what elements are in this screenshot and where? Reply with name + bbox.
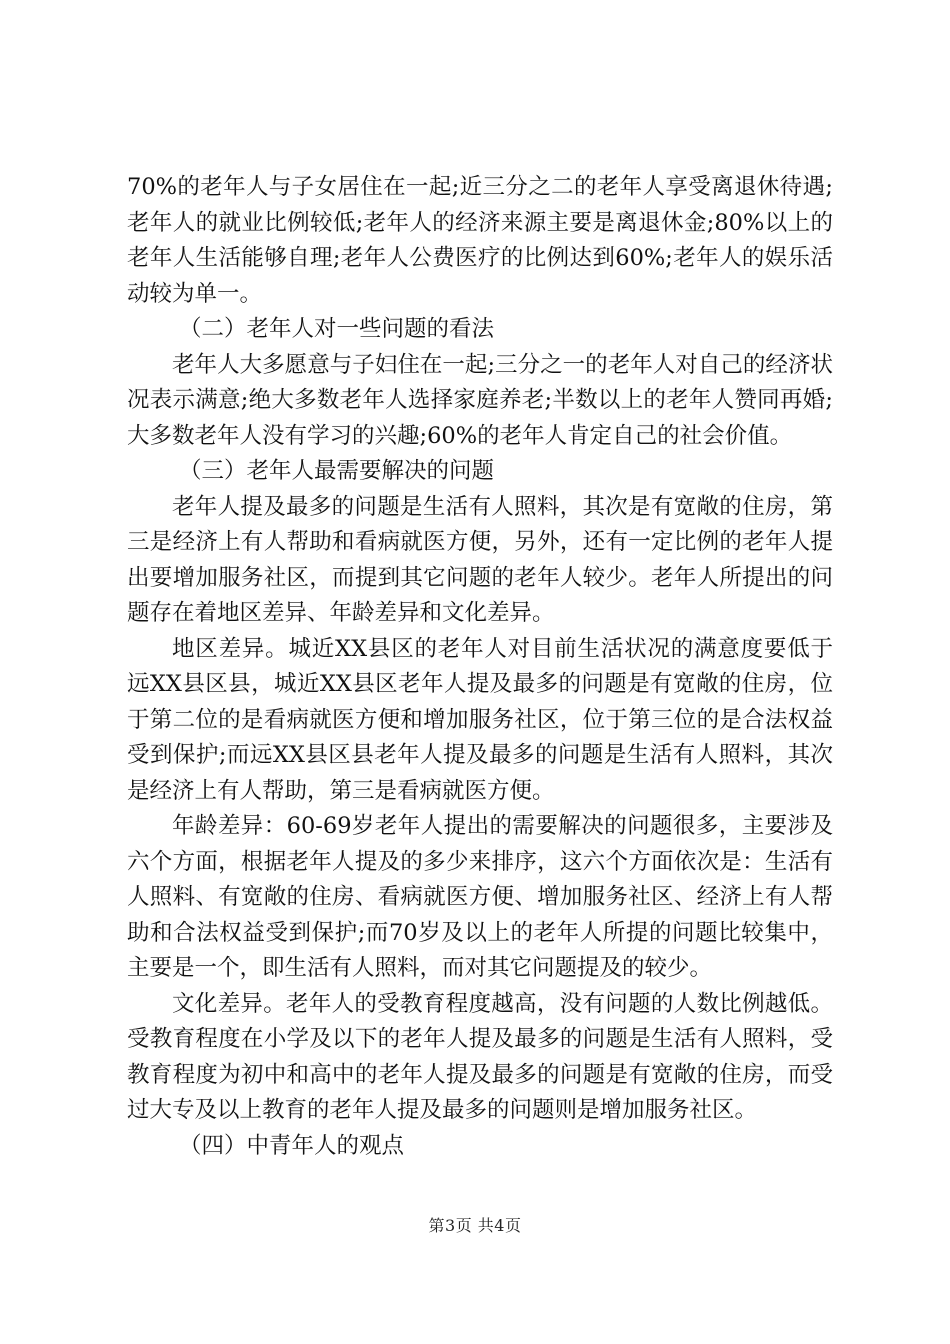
paragraph-living-status: 70%的老年人与子女居住在一起;近三分之二的老年人享受离退休待遇;老年人的就业比例较低;老年人的经济来源主要是离退休金;80%以上的老年人生活能够自理;老年人公费医疗的比例达到60%;老年人的娱乐活动较为单一。 [127, 174, 833, 307]
section-heading-3: （三）老年人最需要解决的问题 [179, 458, 495, 484]
section-heading-4: （四）中青年人的观点 [179, 1132, 405, 1159]
paragraph-cultural-difference: 文化差异。老年人的受教育程度越高，没有问题的人数比例越低。受教育程度在小学及以下的老年人提及最多的问题是生活有人照料，受教育程度为初中和高中的老年人提及最多的问题是有宽敞的住房，而受过大专及以上教育的老年人提及最多的问题则是增加服务社区。 [127, 990, 833, 1123]
paragraph-opinions: 老年人大多愿意与子妇住在一起;三分之一的老年人对自己的经济状况表示满意;绝大多数老年人选择家庭养老;半数以上的老年人赞同再婚;大多数老年人没有学习的兴趣;60%的老年人肯定自己的社会价值。 [127, 351, 833, 449]
paragraph-main-problems: 老年人提及最多的问题是生活有人照料，其次是有宽敞的住房，第三是经济上有人帮助和看病就医方便，另外，还有一定比例的老年人提出要增加服务社区，而提到其它问题的老年人较少。老年人所提出的问题存在着地区差异、年龄差异和文化差异。 [127, 493, 833, 626]
document-body [127, 170, 833, 1164]
section-heading-2: （二）老年人对一些问题的看法 [179, 316, 495, 342]
page-footer: 第3页 共4页 [428, 1216, 522, 1235]
paragraph-regional-difference: 地区差异。城近XX县区的老年人对目前生活状况的满意度要低于远XX县区县，城近XX县区老年人提及最多的问题是有宽敞的住房，位于第二位的是看病就医方便和增加服务社区，位于第三位的是合法权益受到保护;而远XX县区县老年人提及最多的问题是生活有人照料，其次是经济上有人帮助，第三是看病就医方便。 [127, 635, 833, 804]
paragraph-age-difference: 年龄差异：60-69岁老年人提出的需要解决的问题很多，主要涉及六个方面，根据老年人提及的多少来排序，这六个方面依次是：生活有人照料、有宽敞的住房、看病就医方便、增加服务社区、经济上有人帮助和合法权益受到保护;而70岁及以上的老年人所提的问题比较集中，主要是一个，即生活有人照料，而对其它问题提及的较少。 [127, 813, 833, 981]
